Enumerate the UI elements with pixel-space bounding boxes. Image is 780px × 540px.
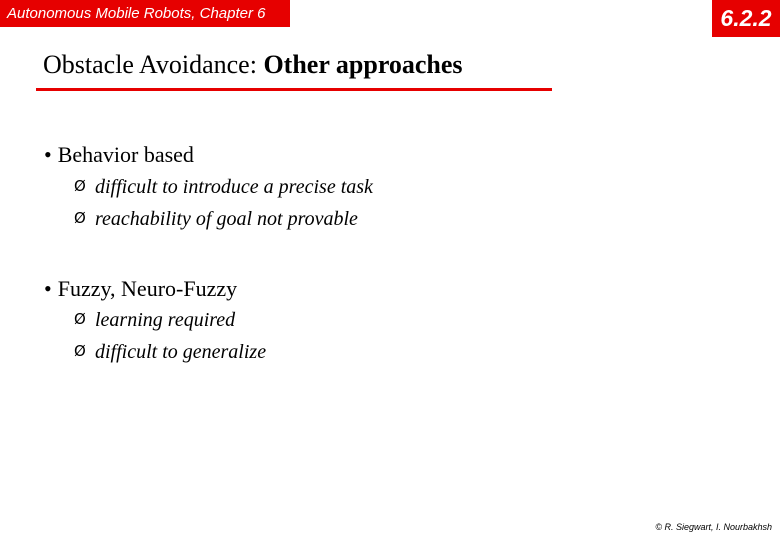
bullet-text: Behavior based bbox=[57, 142, 194, 167]
bullet-item bbox=[44, 276, 237, 302]
bullet-item bbox=[44, 142, 194, 168]
bullet-marker: • bbox=[44, 276, 52, 301]
arrow-marker-icon: Ø bbox=[74, 310, 86, 328]
title-underline bbox=[36, 88, 552, 91]
sub-bullet-item bbox=[74, 208, 358, 231]
chapter-header: Autonomous Mobile Robots, Chapter 6 bbox=[0, 0, 290, 27]
sub-bullet-text: difficult to introduce a precise task bbox=[95, 176, 373, 198]
sub-bullet-text: difficult to generalize bbox=[95, 341, 267, 363]
arrow-marker-icon: Ø bbox=[74, 177, 86, 195]
sub-bullet-item bbox=[74, 176, 373, 199]
sub-bullet-text: learning required bbox=[95, 309, 236, 331]
section-number-badge: 6.2.2 bbox=[712, 0, 780, 37]
slide-title-bold: Other approaches bbox=[263, 50, 463, 79]
arrow-marker-icon: Ø bbox=[74, 342, 86, 360]
sub-bullet-text: reachability of goal not provable bbox=[95, 208, 358, 230]
sub-bullet-item bbox=[74, 341, 266, 364]
arrow-marker-icon: Ø bbox=[74, 209, 86, 227]
slide-title bbox=[43, 50, 463, 80]
bullet-text: Fuzzy, Neuro-Fuzzy bbox=[57, 276, 238, 301]
copyright-footer: © R. Siegwart, I. Nourbakhsh bbox=[655, 522, 772, 532]
slide-title-plain: Obstacle Avoidance: bbox=[43, 50, 257, 79]
bullet-marker: • bbox=[44, 142, 52, 167]
sub-bullet-item bbox=[74, 309, 235, 332]
